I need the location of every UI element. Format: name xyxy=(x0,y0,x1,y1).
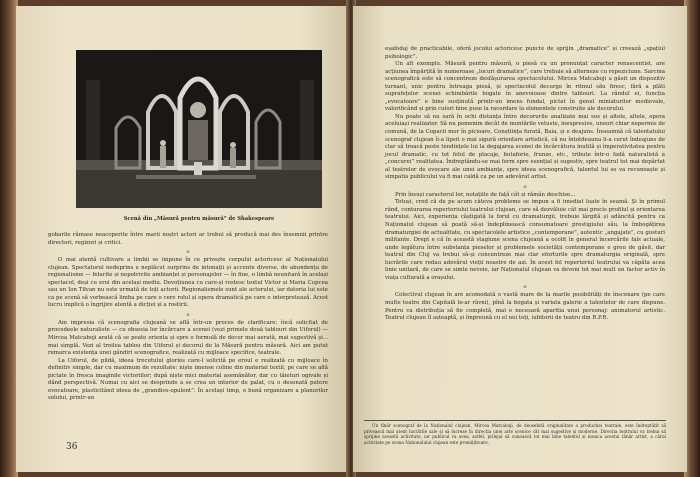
stage-photo xyxy=(76,50,322,208)
left-paragraph: La Uiforul, de pildă, ideea trecutului glorios care-l solicită pe eroul e realizată cu mijloace în definitiv simple, dar cu maximum de rezultate: niște imense coline din material textil, pe care se află pictate în fresca imaginile victoriilor; după niște mici material asemănător, dar cu tăieturi ogivale și dând perspectivă. Numai cu aici se desprinde a se crea un interior de palat, cu o desenată putere evocatoare, plasticitând ideea de „grandios-opulent”. În același timp, o bună organizare a planurilor solului, printr-un xyxy=(48,357,328,402)
page-number: 36 xyxy=(66,442,78,452)
right-paragraph: Nu poate să nu sară în ochi distanța între decorurile analizate mai sus și altele, altele, opera aceluiași realizator. Să nu pomenim decât de montările vetuste, inexpresive, uneori chiar nepermis de comună, de la Copacii mor în picioare, Conștiința furată, Baia, și e deajuns. Înseamnă că talentatului scenograf clujean îi-a lipsit o mai sigură orientare artistică, că nu întotdeauna li-a cerut îndeajuns de clar să treacă peste tendințele lui la degajarea scenei de încărcătura inutilă și împerativitatea pentru jocul dramatic, cu tot felul de placaje, butaforie, frunze, etc., tribute într-o fadă naturalistă a „concurei” realitatea. Îndreptându-se mai ferm spre esențial și sugestiv, spre teatrul tot mai depărtat al teatrelor de evocare ale unei ambianțe, spre ideea scenografică, talentul lui se va recunoaște și simpatia publicului va fi mai caldă ca pe un adevărat artist. xyxy=(385,113,665,181)
section-separator: o xyxy=(186,249,190,256)
right-paragraph: Prin însuși caracterul lor, notațiile de față cât și rămân deschise... xyxy=(395,191,576,198)
left-paragraph: gobarile rămase neacoperite între marii noștri actori ar trebui să producă mai des însemnii printre directori, regizori și critici. xyxy=(48,232,328,246)
right-text-column xyxy=(385,46,665,323)
footnote-text: Un tînăr scenograf de la Naționalul clujean, Mircea Matcaboji, de deosebită originalitate a producției teatrale, este îndreptățit să privească mai atent lucrările sale și să lucreze în direcția unei arte scenice cât mai sugestive și moderne. Direcția teatrului va trebui să sprijine această activitate, iar publicul va avea, astfel, prilejul să cunoască tot mai bine talentul și munca acestui tânăr artist, a cărui activitate pe scena Naționalului clujean este promițătoare. xyxy=(364,423,666,445)
stage-photo-drawing xyxy=(76,50,322,208)
right-paragraph: eșafodaj de practicabile, oferă jocului actoricesc puncte de sprijin „dramatice” și creează „spațiul psihologic”. xyxy=(385,46,665,60)
right-paragraph: Un alt exemplu. Măsură pentru măsură, o piesă cu un pronunțat caracter renascentist, are acțiunea împărțită în numeroase „locuri dramatice”, care trebuie să alterneze cu repeziciune. Sarcina scenograficǎ este să concentreze desfășurarea spectacolului. Mircea Matcaboji a găsit un dispozitiv turnant, unic pentru întreaga piesă, și spectacolul decurge în ritmul său firesc, fără a plăti suprafețelor scenei schimbările bogate în anevoioase dintre tablouri. La rândul ei, funcția „evocatoare” e bine susținută printr-un imens fundal, pictat în genul miniaturilor medievale, valorificând și prin culori bine puse la racordare la elementele construite ale decorului. xyxy=(385,61,665,113)
left-paragraph: O mai atentă cultivare a limbii se impune în ce privește corpului actoricesc al Naționalului clujean. Spectatorul nedeprins e neplăcut surprins de intonații și accente diverse, de abundența de regionalisme — felurite și nepotrivite ambianței și personajelor — în fine, o limbă neunitară în același spectacol, deși cu eroi din același mediu. Devoțiunea cu care-și rostesc textul Victor și Maria Cupcea sau un Ion Tilvan nu este urmată de toți actorii. Regionalismele sunt ale actorului, iar datoria lui este ca pe scenă să vorbească limba pe care o cere rolul și opera dramatică pe care o interpretează. Acest lucru implică o îngrijire atentă a dicției și a rostirii. xyxy=(48,257,328,309)
right-page xyxy=(353,6,687,472)
left-text-column xyxy=(48,232,328,403)
right-paragraph: Totuși, cred că de pe acum câteva probleme se impun a fi imediat luate în seamă. Și în primul rând, conturarea repertoriului teatrului clujean, care să dezvăluie cât mai precis profilul și orientarea teatrului. Aici, experiența câștigată la forul cu dramaturgii, trebuie lărgită și adâncită pentru ca Naționalul clujean să poată să-și îndeplinească consumatoare prestigiului său, la îmbogățirea dramaturgiei de actualitate, cu spectacolele artistice „contemporane”, autentic „angajate”, cu gusturi militante. Drept e că în această stagiune scena clujeană a ocolit în general încercările fals actuale, unde legătura între substanța pieselor și problemele societății contemporane e greu de găsit, dar teatrul din Cluj va trebui să-și concentreze mai clar eforturile spre dramaturgia originală, spre lucrările care redau adevărul vieții noastre de azi. În acest fel repertoriul teatrului va căpăta acea linie unitară, de care se simte nevoie, iar Naționalul clujean va deveni tot mai mult un factor activ în viața culturală a orașului. xyxy=(385,199,665,281)
section-separator: o xyxy=(523,183,527,190)
left-page xyxy=(16,6,349,472)
section-separator: o xyxy=(186,311,190,318)
left-paragraph: Am impresia că scenografia clujeană se află într-un proces de clarificare: încă solicitat de procedeele naturaliste — cu obsesia lor încărcare a scenei (vezi primele două tablouri din Uiforul) — Mircea Matcaboji arată că se poate orienta și spre o formulă de decor mai aerată, mai sugestivă și... mai simplă. Vezi al treilea tablou din Uiforul și decorul de la Măsură pentru măsură. Aici am putut remarca existența unei gândiri scenografice, realizată cu mijloace specifice, teatrale. xyxy=(48,319,328,357)
photo-caption: Scenă din „Măsură pentru măsură” de Shakespeare xyxy=(123,216,275,222)
section-separator: o xyxy=(523,284,527,291)
footnote xyxy=(364,420,666,445)
right-paragraph: Colectivul clujean în are acomodată o vastă mare de la marile posibilități de înscenare (pe care multe teatre din Capitală le-ar râvni), pînă la bogata și variata galerie a talentelor de care dispune. Pentru ca distribuția să fie completă, mai e necesară aparitia unui personaj: animatorul artistic. Teatrul clujean îl așteaptă, și împreună cu el noi toți, iubitorii de teatru din R.P.R. xyxy=(385,292,665,322)
